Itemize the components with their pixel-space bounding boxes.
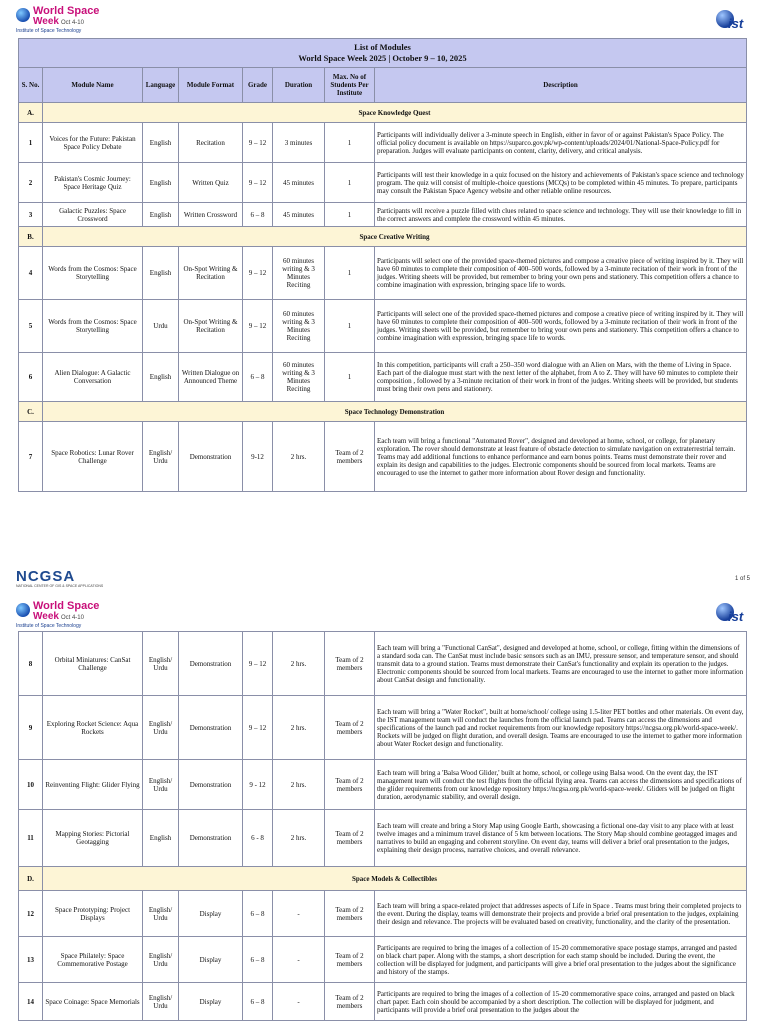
header-sno: S. No. [19,68,43,103]
cell-language: Urdu [143,300,179,353]
wsw-logo-line1: World Space [33,600,100,612]
cell-format: On-Spot Writing & Recitation [179,247,243,300]
cell-format: Demonstration [179,696,243,760]
ncgsa-logo-text: NCGSA [16,568,76,585]
wsw-logo-institute: Institute of Space Technology [16,28,82,34]
ist-logo-text: ist [728,609,744,624]
table-row [19,810,747,867]
cell-language: English [143,810,179,867]
cell-duration: 2 hrs. [273,810,325,867]
table-row [19,353,747,402]
cell-max: Team of 2 members [325,422,375,492]
table-row [19,696,747,760]
wsw-logo-line2: Week Oct 4-10 [33,611,84,622]
cell-max: Team of 2 members [325,632,375,696]
earth-icon [16,8,30,22]
section-title: Space Creative Writing [43,227,747,247]
header-max-students: Max. No of Students Per Institute [325,68,375,103]
cell-grade: 6 – 8 [243,891,273,937]
cell-duration: 60 minutes writing & 3 Minutes Reciting [273,300,325,353]
modules-table-page2 [18,631,747,1021]
cell-module: Space Prototyping: Project Displays [43,891,143,937]
cell-max: 1 [325,300,375,353]
page-number: 1 of 5 [734,576,750,582]
cell-grade: 6 – 8 [243,983,273,1021]
table-row [19,163,747,203]
cell-description: Participants will test their knowledge in a quiz focused on the history and achievements of Pakistan's space science and technology program. The quiz will consist of multiple-choice questions (MCQs) to be completed within 45 minutes. To prepare, participants may consult the Pakistan Space Agency website and other reliable online resources. [375,163,747,203]
cell-format: Demonstration [179,810,243,867]
cell-max: Team of 2 members [325,891,375,937]
cell-grade: 9 – 12 [243,247,273,300]
cell-module: Alien Dialogue: A Galactic Conversation [43,353,143,402]
table-header-row [19,68,747,103]
table-row [19,203,747,227]
table-row [19,632,747,696]
cell-module: Words from the Cosmos: Space Storytelling [43,300,143,353]
cell-sno: 9 [19,696,43,760]
cell-max: Team of 2 members [325,696,375,760]
header-module: Module Name [43,68,143,103]
cell-duration: - [273,937,325,983]
cell-language: English/ Urdu [143,983,179,1021]
world-space-week-logo [16,601,106,631]
cell-duration: - [273,891,325,937]
cell-max: Team of 2 members [325,937,375,983]
section-code: A. [19,103,43,123]
cell-sno: 2 [19,163,43,203]
cell-module: Exploring Rocket Science: Aqua Rockets [43,696,143,760]
cell-language: English/ Urdu [143,422,179,492]
cell-description: In this competition, participants will craft a 250–350 word dialogue with an Alien on Mars, with the theme of Living in Space. Each part of the dialogue must start with the next letter of the alphabet, from A to Z. They will have 60 minutes to complete their composition , followed by a 3-minute recitation of their work in front of the judges. Writing sheets will be provided, but students must bring their own pens and stationery. [375,353,747,402]
cell-duration: 3 minutes [273,123,325,163]
cell-language: English/ Urdu [143,891,179,937]
section-code: B. [19,227,43,247]
earth-icon [16,603,30,617]
cell-grade: 6 – 8 [243,937,273,983]
section-title: Space Technology Demonstration [43,402,747,422]
cell-module: Reinventing Flight: Glider Flying [43,760,143,810]
cell-description: Each team will bring a functional "Automated Rover", designed and developed at home, school, or college, for planetary exploration. The rover should demonstrate at least feature of obstacle detection to simulate navigation on extraterrestrial terrain. Teams may add additional functions to enhance performance and earn bonus points. Teams must demonstrate their rover and explain its design and capabilities to the judges. Electronic components should be sourced from local markets. Teams are encouraged to use the internet to gather more information about Rover design and functionality. [375,422,747,492]
cell-grade: 9 – 12 [243,696,273,760]
cell-grade: 6 - 8 [243,810,273,867]
table-row [19,123,747,163]
section-row-a [19,103,747,123]
wsw-logo-line1: World Space [33,5,100,17]
cell-module: Mapping Stories: Pictorial Geotagging [43,810,143,867]
cell-description: Participants will select one of the provided space-themed pictures and compose a creative piece of writing inspired by it. They will have 60 minutes to complete their composition of 400–500 words, followed by a 3-minute recitation of their work in front of the judges. Writing sheets will be provided, but remember to bring your own pens and stationery. This competition offers a chance to combine imagination with expression, bringing space life to words. [375,300,747,353]
cell-description: Each team will bring a space-related project that addresses aspects of Life in Space . Teams must bring their completed projects to the event. During the display, teams will demonstrate their projects and provide a brief oral presentation to the judges, explaining their design and relevance. The projects will be evaluated based on creativity, functionality, and the clarity of the presentation. [375,891,747,937]
document-title [19,39,747,68]
table-row [19,937,747,983]
section-title: Space Models & Collectibles [43,867,747,891]
header-language: Language [143,68,179,103]
cell-language: English [143,353,179,402]
cell-sno: 12 [19,891,43,937]
cell-module: Voices for the Future: Pakistan Space Policy Debate [43,123,143,163]
cell-format: Demonstration [179,632,243,696]
cell-max: Team of 2 members [325,983,375,1021]
cell-max: Team of 2 members [325,760,375,810]
table-row [19,891,747,937]
cell-description: Each team will bring a 'Balsa Wood Glider,' built at home, school, or college using Balsa wood. On the event day, the IST management team will conduct the test flights from the official flying area. Teams can access the dimensions and specifications of the glider requirements from our knowledge repository https://ncgsa.org.pk/world-space-week/. Gliders will be judged on flight duration, aerodynamic stability, and overall design. [375,760,747,810]
cell-module: Pakistan's Cosmic Journey: Space Heritage Quiz [43,163,143,203]
cell-format: Display [179,983,243,1021]
cell-format: Recitation [179,123,243,163]
cell-language: English [143,163,179,203]
cell-grade: 9 – 12 [243,163,273,203]
section-title: Space Knowledge Quest [43,103,747,123]
cell-sno: 11 [19,810,43,867]
ncgsa-logo-subtitle: NATIONAL CENTER OF GIS & SPACE APPLICATIONS [16,584,104,588]
section-code: D. [19,867,43,891]
cell-grade: 9 – 12 [243,632,273,696]
cell-duration: 45 minutes [273,163,325,203]
cell-grade: 6 – 8 [243,353,273,402]
cell-max: 1 [325,247,375,300]
cell-description: Participants will individually deliver a 3-minute speech in English, either in favor of or against Pakistan's Space Policy. The official policy document is available on https://suparco.gov.pk/wp-content/uploads/2024/01/National-Space-Policy.pdf for preparation. Judges will evaluate participants on content, clarity, delivery, and critical analysis. [375,123,747,163]
cell-max: 1 [325,353,375,402]
cell-duration: 45 minutes [273,203,325,227]
cell-grade: 9 – 12 [243,123,273,163]
cell-grade: 6 – 8 [243,203,273,227]
cell-duration: 2 hrs. [273,632,325,696]
cell-sno: 7 [19,422,43,492]
header-grade: Grade [243,68,273,103]
cell-duration: 2 hrs. [273,696,325,760]
ist-logo [716,10,752,36]
cell-duration: 60 minutes writing & 3 Minutes Reciting [273,353,325,402]
header-format: Module Format [179,68,243,103]
cell-description: Participants will select one of the provided space-themed pictures and compose a creative piece of writing inspired by it. They will have 60 minutes to complete their composition of 400–500 words, followed by a 3-minute recitation of their work in front of the judges. Writing sheets will be provided, but remember to bring your own pens and stationery. This competition offers a chance to combine imagination with expression, bringing space life to words. [375,247,747,300]
cell-sno: 3 [19,203,43,227]
ncgsa-logo [16,568,106,588]
table-row [19,422,747,492]
cell-module: Space Robotics: Lunar Rover Challenge [43,422,143,492]
section-code: C. [19,402,43,422]
cell-description: Participants are required to bring the images of a collection of 15-20 commemorative space coins, arranged and pasted on black chart paper. Each coin should be accompanied by a short description. The collection will be displayed for judgment, and participants will provide a brief oral presentation to the judges about the [375,983,747,1021]
cell-description: Each team will bring a "Water Rocket", built at home/school/ college using 1.5-liter PET bottles and other materials. On event day, the IST management team will conduct the launches from the official launch pad. Teams can access the dimensions and specifications of the launch pad and rocket requirements from our knowledge repository https://ncgsa.org.pk/world-space-week/. Rockets will be judged on flight duration, and overall design. Teams are encouraged to use the internet to gather more information about Water Rocket design and functionality. [375,696,747,760]
header-description: Description [375,68,747,103]
cell-format: Demonstration [179,760,243,810]
cell-description: Each team will bring a "Functional CanSat", designed and developed at home, school, or college, fitting within the dimensions of a standard soda can. The CanSat must include basic sensors such as an IMU, pressure sensor, and temperature sensor, and should transmit data to a ground station. Teams must demonstrate their CanSat's functionality and explain its operation to the judges. Electronic components should be sourced from local markets. Teams are encouraged to use the internet to gather more information about CanSat design and functionality. [375,632,747,696]
cell-module: Space Philately: Space Commemorative Postage [43,937,143,983]
header-duration: Duration [273,68,325,103]
cell-language: English [143,123,179,163]
cell-sno: 13 [19,937,43,983]
subtitle-text: World Space Week 2025 | October 9 – 10, 2025 [298,53,467,63]
cell-language: English/ Urdu [143,760,179,810]
cell-language: English [143,247,179,300]
table-row [19,760,747,810]
cell-language: English/ Urdu [143,632,179,696]
cell-format: Display [179,891,243,937]
cell-sno: 14 [19,983,43,1021]
cell-sno: 4 [19,247,43,300]
table-row [19,247,747,300]
modules-table-page1 [18,38,747,492]
title-text: List of Modules [354,42,411,52]
cell-description: Participants will receive a puzzle filled with clues related to space science and technology. They will use their knowledge to fill in the correct answers and complete the crossword within 45 minutes. [375,203,747,227]
cell-module: Space Coinage: Space Memorials [43,983,143,1021]
cell-description: Each team will create and bring a Story Map using Google Earth, showcasing a fictional one-day visit to any place with at least twelve images and a minimum travel distance of 5 km between locations. The Story Map should combine geotagged images and narratives to build an engaging and coherent storyline. On event day, teams will deliver a brief oral presentation to the judges, explaining their design process, narrative choices, and overall relevance. [375,810,747,867]
cell-duration: - [273,983,325,1021]
cell-format: Written Crossword [179,203,243,227]
table-row [19,983,747,1021]
cell-format: Written Quiz [179,163,243,203]
cell-duration: 2 hrs. [273,422,325,492]
cell-sno: 1 [19,123,43,163]
cell-language: English/ Urdu [143,696,179,760]
cell-format: Demonstration [179,422,243,492]
cell-max: 1 [325,163,375,203]
ist-logo-text: ist [728,16,744,31]
section-row-b [19,227,747,247]
cell-format: Display [179,937,243,983]
cell-sno: 5 [19,300,43,353]
table-row [19,300,747,353]
cell-description: Participants are required to bring the images of a collection of 15-20 commemorative space postage stamps, arranged and pasted on black chart paper. Along with the stamps, a short description for each stamp should be included. During the event, the collection will be displayed for judgment, and participants will give a brief oral presentation to the judges about the significance and history of the stamps. [375,937,747,983]
cell-sno: 6 [19,353,43,402]
cell-max: 1 [325,123,375,163]
cell-format: On-Spot Writing & Recitation [179,300,243,353]
cell-duration: 2 hrs. [273,760,325,810]
cell-grade: 9 – 12 [243,300,273,353]
world-space-week-logo [16,6,106,36]
cell-format: Written Dialogue on Announced Theme [179,353,243,402]
cell-sno: 10 [19,760,43,810]
cell-language: English/ Urdu [143,937,179,983]
cell-grade: 9 - 12 [243,760,273,810]
cell-module: Orbital Miniatures: CanSat Challenge [43,632,143,696]
cell-duration: 60 minutes writing & 3 Minutes Reciting [273,247,325,300]
wsw-logo-line2: Week Oct 4-10 [33,16,84,27]
cell-language: English [143,203,179,227]
cell-grade: 9-12 [243,422,273,492]
cell-module: Galactic Puzzles: Space Crossword [43,203,143,227]
cell-sno: 8 [19,632,43,696]
ist-logo [716,603,752,629]
section-row-c [19,402,747,422]
cell-max: 1 [325,203,375,227]
section-row-d [19,867,747,891]
cell-max: Team of 2 members [325,810,375,867]
cell-module: Words from the Cosmos: Space Storytelling [43,247,143,300]
wsw-logo-institute: Institute of Space Technology [16,623,82,629]
